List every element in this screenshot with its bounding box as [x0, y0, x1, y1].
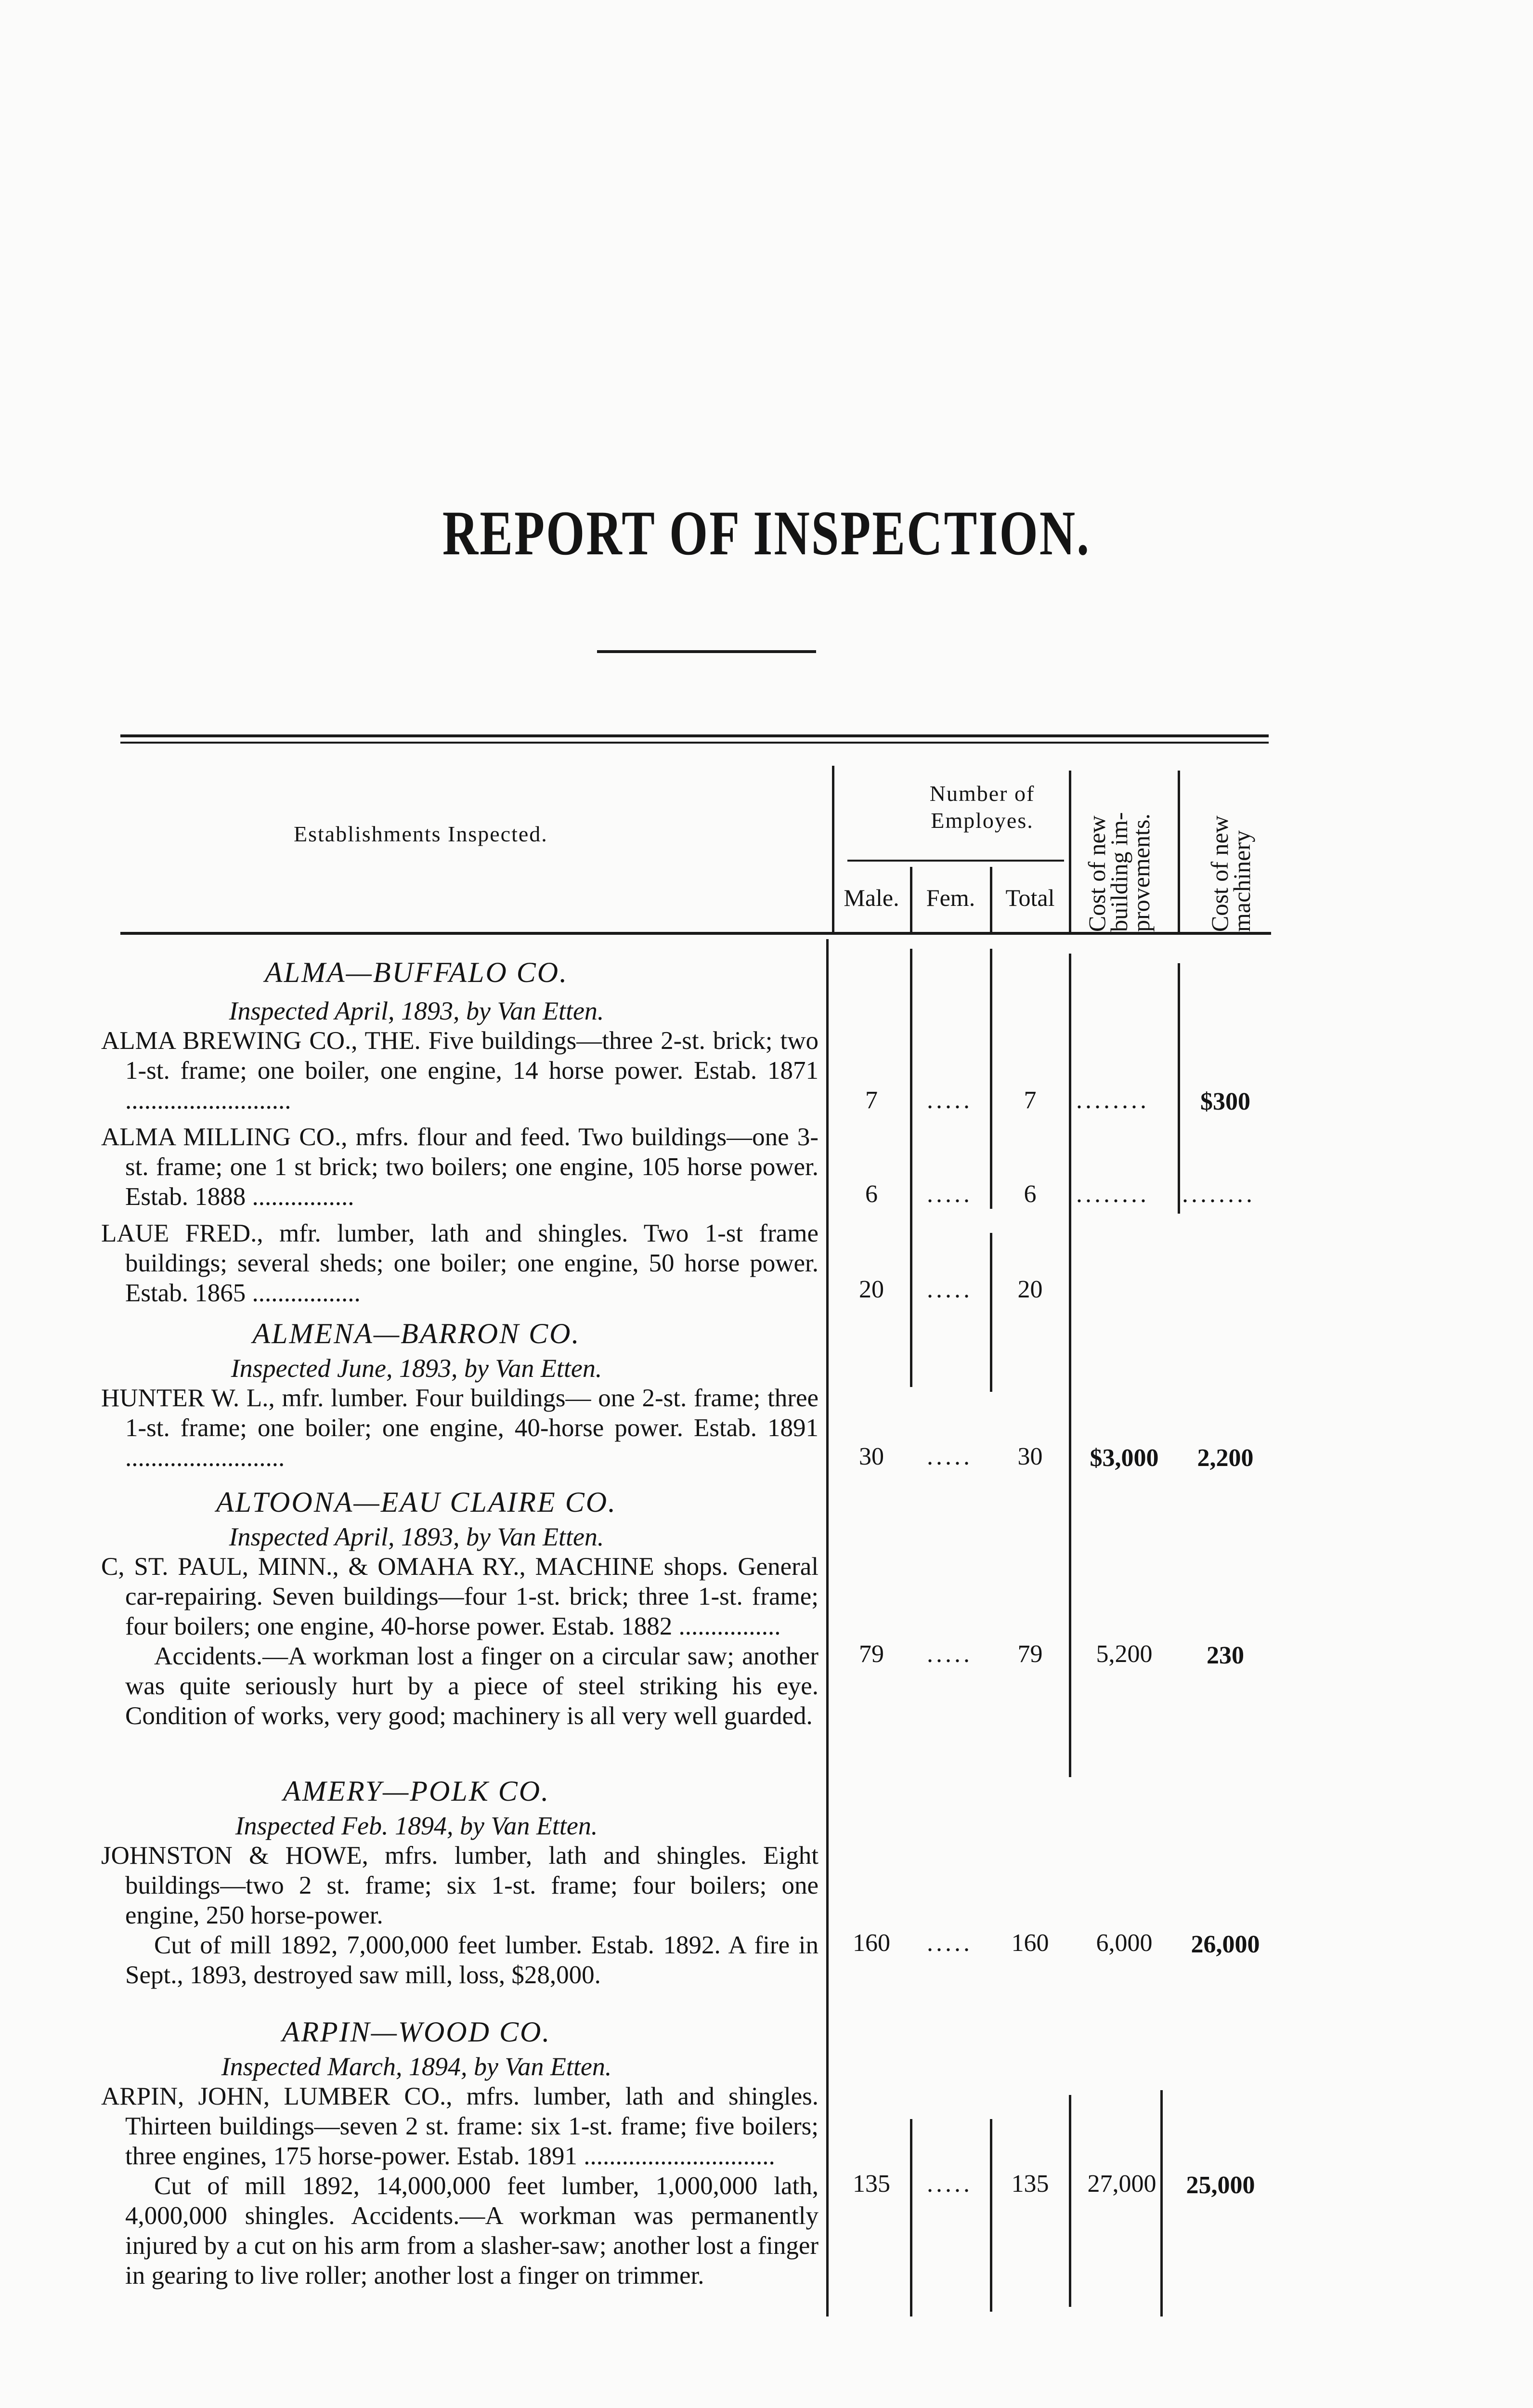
col-rule [910, 949, 912, 1387]
total-value: 135 [1011, 2170, 1049, 2198]
col-rule [1178, 963, 1180, 1214]
building-cost-value: ........ [1076, 1180, 1149, 1208]
entry-text: ARPIN, JOHN, LUMBER CO., mfrs. lumber, lath and shingles. Thirteen buildings—seven 2 st. frame: six 1-st. frame; five boilers; three engines, 175 horse-power. Estab. 1891 .............................. [101, 2082, 818, 2170]
entry [101, 1026, 818, 1115]
entry-note: Accidents.—A workman lost a finger on a circular saw; another was quite seriously hurt by a piece of steel striking his eye. Condition of works, very good; machinery is all very well guarded. [125, 1642, 818, 1730]
header-total: Total [1005, 884, 1055, 911]
entry-note: Cut of mill 1892, 14,000,000 feet lumber, 1,000,000 lath, 4,000,000 shingles. Accidents.—A workman was permanently injured by a cut on his arm from a slasher-saw; another lost a finger in gearing to live roller; another lost a finger on trimmer. [125, 2172, 818, 2290]
col-rule [832, 766, 834, 934]
machinery-cost-value: 25,000 [1186, 2172, 1255, 2199]
section-place: ALMENA—BARRON CO. [252, 1318, 581, 1349]
total-value: 7 [1024, 1086, 1037, 1114]
entry-text: ALMA BREWING CO., THE. Five buildings—three 2-st. brick; two 1-st. frame; one boiler, one engine, 14 horse power. Estab. 1871 .......................... [101, 1027, 818, 1114]
header-establishments: Establishments Inspected. [294, 822, 548, 846]
total-value: 20 [1017, 1276, 1043, 1303]
table-top-rule-2 [120, 742, 1269, 744]
header-employes: Employes. [931, 808, 1034, 833]
entry [101, 1122, 818, 1212]
entry [101, 2081, 818, 2290]
entry [101, 1218, 818, 1308]
col-rule [1069, 2095, 1071, 2307]
machinery-cost-value: ........ [1182, 1180, 1255, 1208]
header-number-of-employes [857, 780, 1107, 834]
header-bottom-rule [120, 932, 1271, 935]
header-cost-building-line-3: provements. [1128, 813, 1155, 932]
fem-value: ..... [927, 2170, 973, 2198]
male-value: 160 [853, 1929, 890, 1957]
entry [101, 1552, 818, 1731]
col-rule [990, 2119, 992, 2312]
entry-note: Cut of mill 1892, 7,000,000 feet lumber. Estab. 1892. A fire in Sept., 1893, destroyed saw mill, loss, $28,000. [125, 1931, 818, 1989]
header-cost-building [1083, 812, 1155, 932]
machinery-cost-value: 230 [1207, 1642, 1244, 1669]
table-top-rule [120, 734, 1269, 737]
total-value: 30 [1017, 1443, 1043, 1470]
male-value: 30 [859, 1443, 884, 1470]
fem-value: ..... [927, 1180, 973, 1208]
section-place: AMERY—POLK CO. [283, 1775, 550, 1807]
col-rule [826, 939, 829, 2316]
entry-text: C, ST. PAUL, MINN., & OMAHA RY., MACHINE shops. General car-repairing. Seven buildings—four 1-st. brick; three 1-st. frame; four boilers; one engine, 40-horse power. Estab. 1882 ................ [101, 1553, 818, 1640]
header-cost-machinery [1208, 815, 1253, 932]
entry [101, 1841, 818, 1990]
title-rule [597, 650, 816, 653]
header-number-of: Number of [929, 781, 1035, 806]
col-rule [1160, 2090, 1163, 2316]
section-place: ALMA—BUFFALO CO. [264, 956, 569, 988]
section-inspected: Inspected April, 1893, by Van Etten. [229, 996, 604, 1025]
col-rule [990, 949, 992, 1209]
col-rule [990, 867, 992, 934]
fem-value: ..... [927, 1276, 973, 1303]
section-inspected: Inspected Feb. 1894, by Van Etten. [235, 1811, 598, 1840]
header-cost-machinery-line-1: Cost of new [1206, 815, 1233, 932]
section-inspected: Inspected April, 1893, by Van Etten. [229, 1522, 604, 1551]
building-cost-value: 5,200 [1096, 1640, 1153, 1668]
section-place: ALTOONA—EAU CLAIRE CO. [216, 1486, 617, 1518]
male-value: 20 [859, 1276, 884, 1303]
section-inspected: Inspected March, 1894, by Van Etten. [221, 2052, 612, 2081]
entry [101, 1383, 818, 1473]
machinery-cost-value: 2,200 [1197, 1444, 1254, 1472]
header-cost-building-line-2: building im- [1105, 812, 1132, 932]
male-value: 7 [865, 1086, 878, 1114]
total-value: 6 [1024, 1180, 1037, 1208]
total-value: 79 [1017, 1640, 1043, 1668]
col-rule [1178, 771, 1180, 934]
col-rule [910, 867, 912, 934]
fem-value: ..... [927, 1086, 973, 1114]
employes-rule [847, 860, 1064, 862]
page-title: REPORT OF INSPECTION. [442, 497, 1091, 568]
header-cost-building-line-1: Cost of new [1083, 815, 1110, 932]
col-rule [990, 1233, 992, 1392]
col-rule [910, 2119, 912, 2316]
section-place: ARPIN—WOOD CO. [282, 2016, 551, 2048]
section-inspected: Inspected June, 1893, by Van Etten. [231, 1354, 602, 1383]
header-cost-machinery-line-2: machinery [1228, 830, 1255, 932]
male-value: 79 [859, 1640, 884, 1668]
male-value: 6 [865, 1180, 878, 1208]
header-male: Male. [844, 884, 899, 911]
entry-text: HUNTER W. L., mfr. lumber. Four buildings— one 2-st. frame; three 1-st. frame; one boiler; one engine, 40-horse power. Estab. 1891 ......................... [101, 1384, 818, 1472]
entry-text: JOHNSTON & HOWE, mfrs. lumber, lath and shingles. Eight buildings—two 2 st. frame; six 1-st. frame; four boilers; one engine, 250 horse-power. [101, 1842, 818, 1929]
male-value: 135 [853, 2170, 890, 2198]
entry-text: LAUE FRED., mfr. lumber, lath and shingles. Two 1-st frame buildings; several sheds; one boiler; one engine, 50 horse power. Estab. 1865 ................. [101, 1219, 818, 1307]
machinery-cost-value: $300 [1200, 1088, 1250, 1115]
fem-value: ..... [927, 1929, 973, 1957]
machinery-cost-value: 26,000 [1191, 1931, 1260, 1958]
total-value: 160 [1011, 1929, 1049, 1957]
building-cost-value: ........ [1076, 1086, 1149, 1114]
building-cost-value: 27,000 [1087, 2170, 1156, 2198]
building-cost-value: $3,000 [1090, 1444, 1159, 1472]
header-fem: Fem. [926, 884, 975, 911]
entry-text: ALMA MILLING CO., mfrs. flour and feed. Two buildings—one 3-st. frame; one 1 st brick; two boilers; one engine, 105 horse power. Estab. 1888 ................ [101, 1123, 818, 1211]
fem-value: ..... [927, 1640, 973, 1668]
fem-value: ..... [927, 1443, 973, 1470]
building-cost-value: 6,000 [1096, 1929, 1153, 1957]
col-rule [1069, 954, 1071, 1777]
